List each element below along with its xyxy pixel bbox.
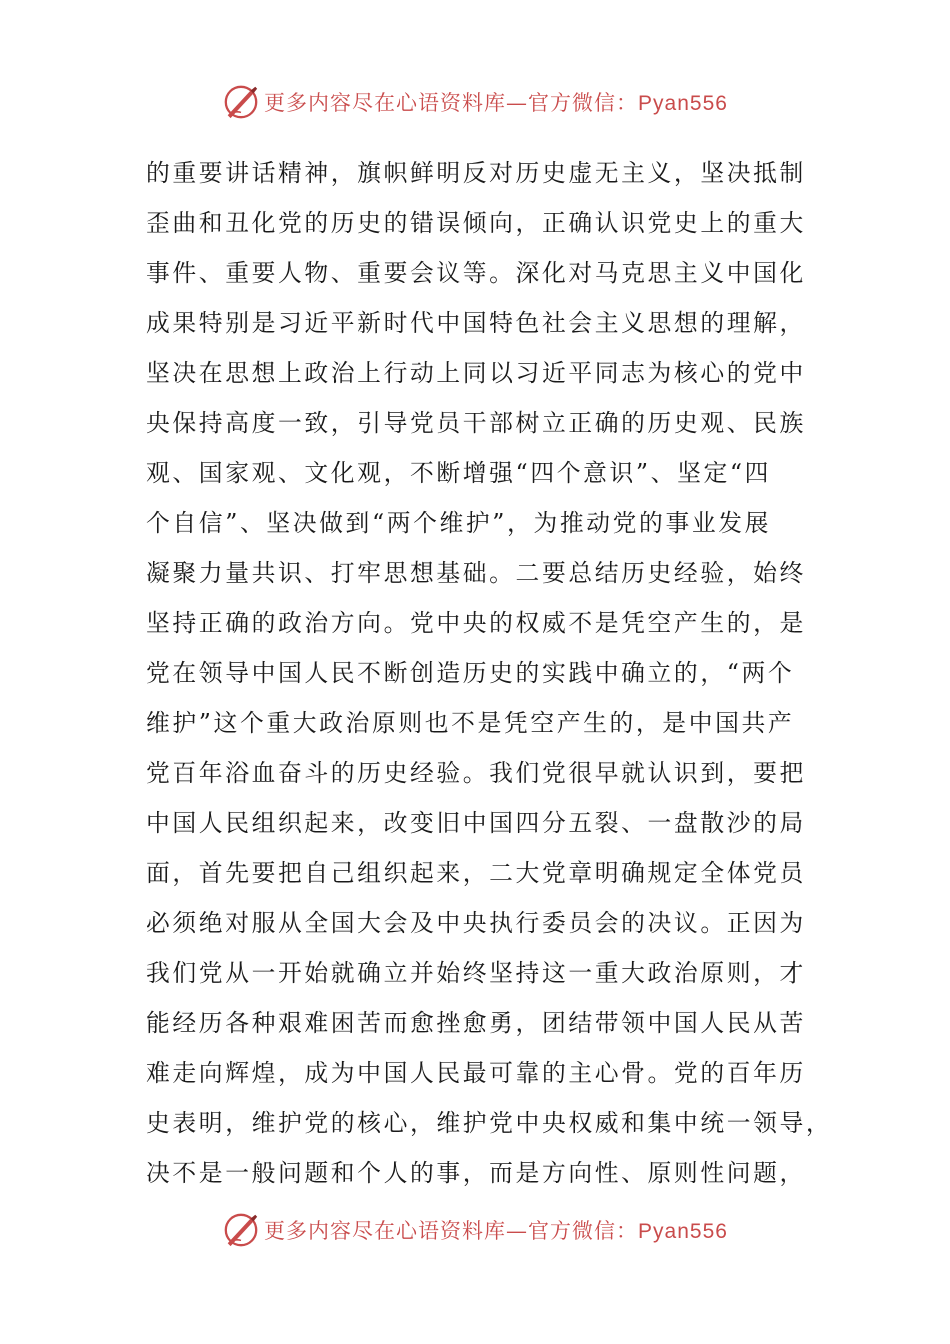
body-line: 成果特别是习近平新时代中国特色社会主义思想的理解， (146, 309, 806, 337)
footer-wechat-id: Pyan556 (638, 1220, 728, 1243)
header-banner-label: 更多内容尽在心语资料库—官方微信： (264, 91, 639, 115)
body-line: 观、国家观、文化观，不断增强“四个意识”、坚定“四 (146, 459, 772, 487)
body-line: 个自信”、坚决做到“两个维护”，为推动党的事业发展 (146, 509, 772, 537)
body-line: 中国人民组织起来，改变旧中国四分五裂、一盘散沙的局 (146, 809, 806, 837)
body-line: 坚持正确的政治方向。党中央的权威不是凭空产生的，是 (146, 609, 806, 637)
body-line: 坚决在思想上政治上行动上同以习近平同志为核心的党中 (146, 359, 806, 387)
body-line: 的重要讲话精神，旗帜鲜明反对历史虚无主义，坚决抵制 (146, 159, 806, 187)
header-wechat-id: Pyan556 (638, 92, 728, 115)
footer-banner[interactable] (0, 1206, 950, 1254)
body-line: 决不是一般问题和个人的事，而是方向性、原则性问题， (146, 1159, 806, 1187)
body-text (146, 148, 833, 1198)
body-line: 必须绝对服从全国大会及中央执行委员会的决议。正因为 (146, 909, 806, 937)
header-banner[interactable] (0, 78, 950, 126)
body-line: 面，首先要把自己组织起来，二大党章明确规定全体党员 (146, 859, 806, 887)
body-line: 央保持高度一致，引导党员干部树立正确的历史观、民族 (146, 409, 806, 437)
pen-nib-logo-icon (222, 83, 260, 121)
body-line: 党百年浴血奋斗的历史经验。我们党很早就认识到，要把 (146, 759, 806, 787)
body-line: 史表明，维护党的核心，维护党中央权威和集中统一领导， (146, 1109, 833, 1137)
body-line: 能经历各种艰难困苦而愈挫愈勇，团结带领中国人民从苦 (146, 1009, 806, 1037)
body-line: 维护”这个重大政治原则也不是凭空产生的，是中国共产 (146, 709, 795, 737)
footer-banner-label: 更多内容尽在心语资料库—官方微信： (264, 1219, 639, 1243)
body-line: 歪曲和丑化党的历史的错误倾向，正确认识党史上的重大 (146, 209, 806, 237)
body-line: 党在领导中国人民不断创造历史的实践中确立的，“两个 (146, 659, 795, 687)
body-line: 凝聚力量共识、打牢思想基础。二要总结历史经验，始终 (146, 559, 806, 587)
body-line: 事件、重要人物、重要会议等。深化对马克思主义中国化 (146, 259, 806, 287)
body-line: 我们党从一开始就确立并始终坚持这一重大政治原则，才 (146, 959, 806, 987)
header-banner-text (264, 87, 728, 117)
footer-banner-text (264, 1215, 728, 1245)
body-line: 难走向辉煌，成为中国人民最可靠的主心骨。党的百年历 (146, 1059, 806, 1087)
pen-nib-logo-icon (222, 1211, 260, 1249)
